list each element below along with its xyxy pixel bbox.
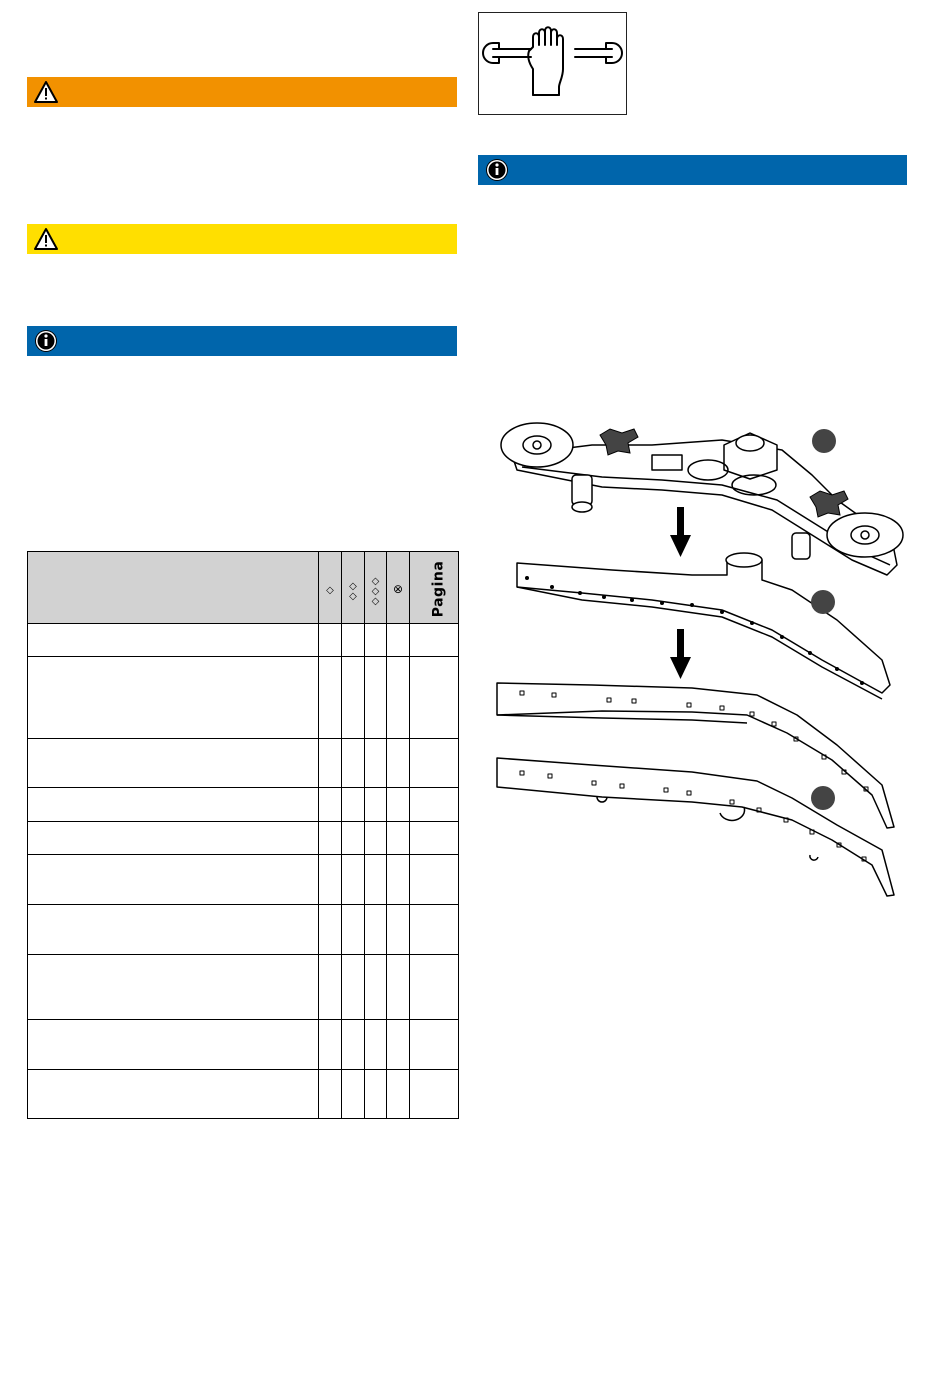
callout-marker-1 — [812, 429, 836, 453]
squeegee-exploded-drawing — [492, 415, 912, 905]
warning-banner — [27, 77, 457, 107]
rubber-blade-front — [497, 683, 894, 828]
down-arrow-icon — [670, 629, 691, 679]
rubber-blade-rear — [497, 758, 894, 896]
table-row — [28, 822, 459, 855]
table-row — [28, 955, 459, 1020]
table-row — [28, 1070, 459, 1119]
table-row — [28, 788, 459, 822]
table-row — [28, 657, 459, 739]
info-icon — [33, 329, 59, 353]
interval-col-2 — [342, 552, 365, 624]
table-row — [28, 1020, 459, 1070]
table-header-task — [28, 552, 319, 624]
table-row — [28, 739, 459, 788]
page-header-label: Pagina — [430, 560, 447, 618]
table-row — [28, 624, 459, 657]
interval-col-3 — [365, 552, 387, 624]
info-banner — [27, 326, 457, 356]
diamond-3-icon: ◇ ◇ ◇ — [371, 575, 380, 607]
tool-icon-box — [478, 12, 627, 115]
interval-col-1 — [319, 552, 342, 624]
caution-banner — [27, 224, 457, 254]
table-header-row — [28, 552, 459, 624]
down-arrow-icon — [670, 507, 691, 557]
callout-marker-3 — [811, 786, 835, 810]
diamond-1-icon: ◇ — [326, 585, 334, 596]
interval-col-4 — [387, 552, 410, 624]
info-banner — [478, 155, 907, 185]
diamond-2-icon: ◇ ◇ — [349, 580, 357, 602]
warning-triangle-icon — [33, 227, 59, 251]
maintenance-table — [27, 551, 459, 1119]
table-row — [28, 855, 459, 905]
circled-x-icon: ⊗ — [392, 582, 404, 596]
info-icon — [484, 158, 510, 182]
warning-triangle-icon — [33, 80, 59, 104]
gloved-hand-with-wrenches-icon — [479, 13, 626, 114]
page-column-header — [410, 552, 459, 624]
table-row — [28, 905, 459, 955]
callout-marker-2 — [811, 590, 835, 614]
squeegee-body — [517, 553, 890, 699]
